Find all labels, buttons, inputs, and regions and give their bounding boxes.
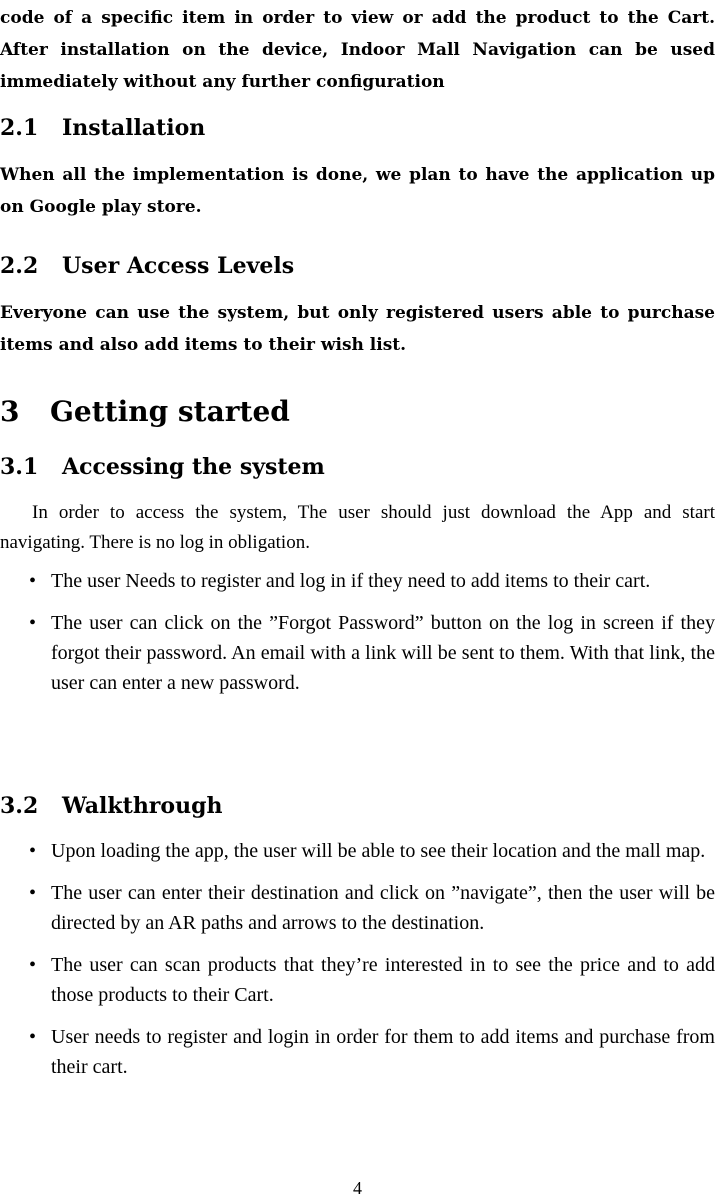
list-item xyxy=(0,608,715,698)
bullet-icon: • xyxy=(29,840,37,862)
heading-2-1 xyxy=(0,114,205,142)
heading-3-2 xyxy=(0,792,222,820)
heading-number: 2.1 xyxy=(0,115,39,141)
heading-number: 2.2 xyxy=(0,253,39,279)
heading-2-2 xyxy=(0,252,294,280)
list-item-text: User needs to register and login in order for them to add items and purchase from their cart. xyxy=(51,1026,715,1078)
accessing-bullet-list xyxy=(0,566,715,710)
intro-paragraph: code of a specific item in order to view or add the product to the Cart. After installation on the device, Indoor Mall Navigation can be used immediately without any further configuration xyxy=(0,8,715,92)
page-number: 4 xyxy=(353,1178,362,1198)
list-item-text: The user Needs to register and log in if they need to add items to their cart. xyxy=(51,570,651,592)
bullet-icon: • xyxy=(29,612,37,634)
heading-title: Accessing the system xyxy=(62,454,325,480)
list-item xyxy=(0,1022,715,1082)
bullet-icon: • xyxy=(29,1026,37,1048)
list-item xyxy=(0,878,715,938)
bullet-icon: • xyxy=(29,570,37,592)
list-item-text: The user can enter their destination and click on ”navigate”, then the user will be directed by an AR paths and arrows to the destination. xyxy=(51,882,715,934)
accessing-paragraph: In order to access the system, The user should just download the App and start navigating. There is no log in obligation. xyxy=(0,502,715,553)
list-item xyxy=(0,566,715,596)
list-item-text: The user can click on the ”Forgot Password” button on the log in screen if they forgot their password. An email with a link will be sent to them. With that link, the user can enter a new password. xyxy=(51,612,715,694)
heading-3-1 xyxy=(0,453,325,481)
list-item-text: Upon loading the app, the user will be able to see their location and the mall map. xyxy=(51,840,706,862)
list-item-text: The user can scan products that they’re interested in to see the price and to add those products to their Cart. xyxy=(51,954,715,1006)
walkthrough-bullet-list xyxy=(0,836,715,1094)
list-item xyxy=(0,836,715,866)
access-levels-paragraph: Everyone can use the system, but only registered users able to purchase items and also add items to their wish list. xyxy=(0,303,715,355)
heading-number: 3 xyxy=(0,395,20,428)
heading-title: Walkthrough xyxy=(62,793,223,819)
heading-title: User Access Levels xyxy=(62,253,295,279)
heading-title: Installation xyxy=(62,115,206,141)
bullet-icon: • xyxy=(29,882,37,904)
heading-number: 3.1 xyxy=(0,454,39,480)
list-item xyxy=(0,950,715,1010)
heading-title: Getting started xyxy=(50,395,290,428)
installation-paragraph: When all the implementation is done, we plan to have the application up on Google play store. xyxy=(0,165,715,217)
bullet-icon: • xyxy=(29,954,37,976)
heading-number: 3.2 xyxy=(0,793,39,819)
heading-3 xyxy=(0,394,290,430)
